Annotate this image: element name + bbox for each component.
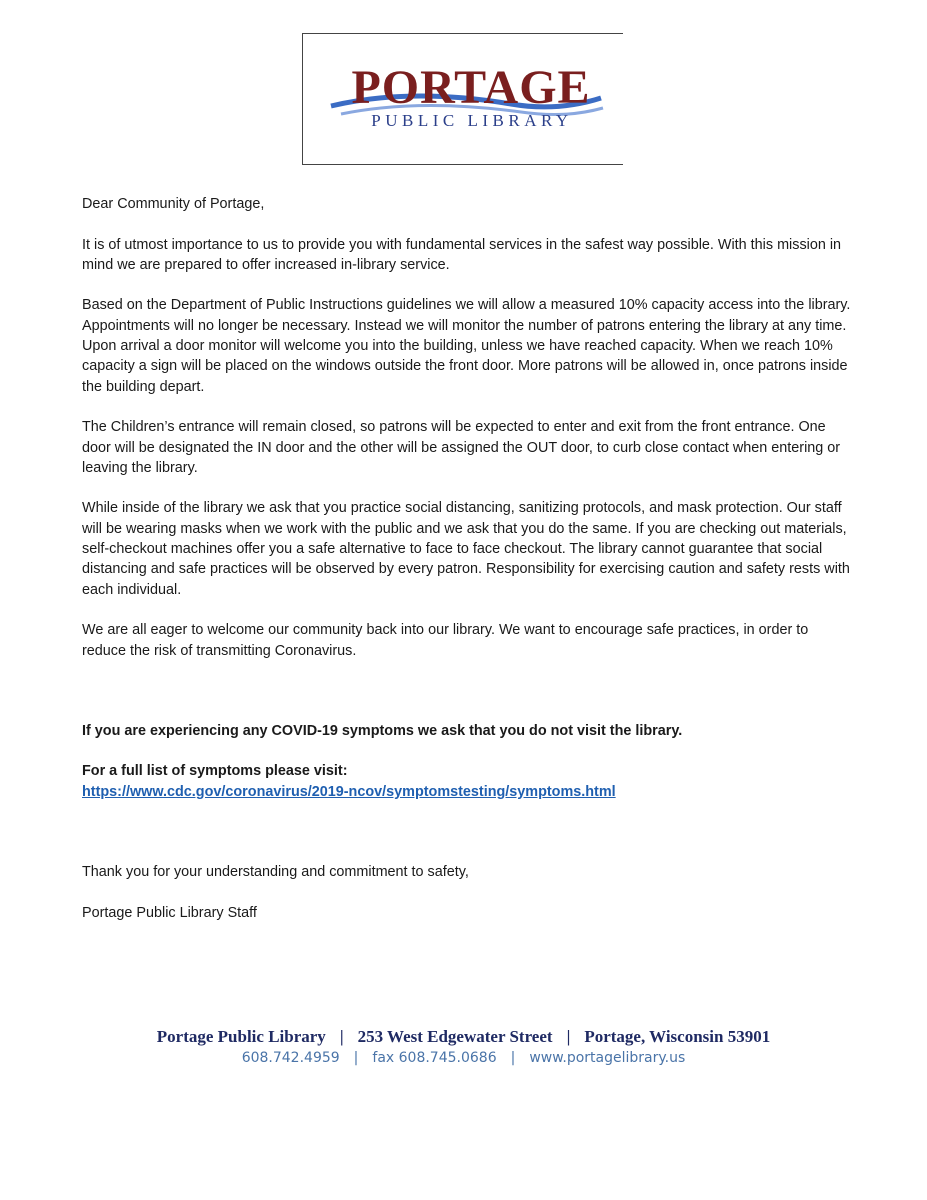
paragraph: While inside of the library we ask that you practice social distancing, sanitizing protocols, and mask protection. Our staff will be wearing masks when we work with the public and we ask that you do the same. If you are checking out materials, self-checkout machines offer you a safe alternative to face to face checkout. The library cannot guarantee that social distancing and safe practices will be observed by every patron. Responsibility for exercising caution and safety rests with each individual.	[82, 500, 850, 598]
footer-street: 253 West Edgewater Street	[357, 1027, 553, 1046]
footer-separator: |	[339, 1027, 344, 1046]
footer-website[interactable]: www.portagelibrary.us	[529, 1050, 686, 1066]
cdc-symptoms-link[interactable]: https://www.cdc.gov/coronavirus/2019-ncov/symptomstesting/symptoms.html	[82, 783, 616, 800]
footer-address-line	[0, 1027, 927, 1047]
footer-phone: 608.742.4959	[241, 1050, 340, 1066]
signature: Portage Public Library Staff	[82, 904, 257, 921]
footer-separator: |	[353, 1050, 359, 1066]
footer-separator: |	[510, 1050, 516, 1066]
footer-name: Portage Public Library	[156, 1027, 326, 1046]
footer-city: Portage, Wisconsin 53901	[584, 1027, 771, 1046]
paragraph: Based on the Department of Public Instructions guidelines we will allow a measured 10% capacity access into the library. Appointments will no longer be necessary. Instead we will monitor the number of patrons entering the library at any time. Upon arrival a door monitor will welcome you into the building, unless we have reached capacity. When we reach 10% capacity a sign will be placed on the windows outside the front door. More patrons will be allowed in, once patrons inside the building depart.	[82, 297, 851, 395]
symptoms-warning: If you are experiencing any COVID-19 symptoms we ask that you do not visit the library.	[82, 722, 683, 739]
footer-contact-line	[0, 1050, 927, 1066]
closing: Thank you for your understanding and commitment to safety,	[82, 864, 469, 881]
letter-body	[82, 194, 852, 923]
symptoms-label: For a full list of symptoms please visit:	[82, 763, 348, 780]
logo-subtitle: PUBLIC LIBRARY	[371, 111, 573, 130]
paragraph: We are all eager to welcome our community back into our library. We want to encourage safe practices, in order to reduce the risk of transmitting Coronavirus.	[82, 622, 809, 659]
paragraph: The Children’s entrance will remain closed, so patrons will be expected to enter and exit from the front entrance. One door will be designated the IN door and the other will be assigned the OUT door, to curb close contact when entering or leaving the library.	[82, 419, 841, 476]
paragraph: It is of utmost importance to us to provide you with fundamental services in the safest way possible. With this mission in mind we are prepared to offer increased in-library service.	[82, 236, 842, 273]
logo-title: PORTAGE	[351, 61, 591, 114]
footer-fax: fax 608.745.0686	[372, 1050, 497, 1066]
logo-frame	[302, 33, 623, 165]
salutation: Dear Community of Portage,	[82, 196, 265, 212]
footer-separator: |	[566, 1027, 571, 1046]
